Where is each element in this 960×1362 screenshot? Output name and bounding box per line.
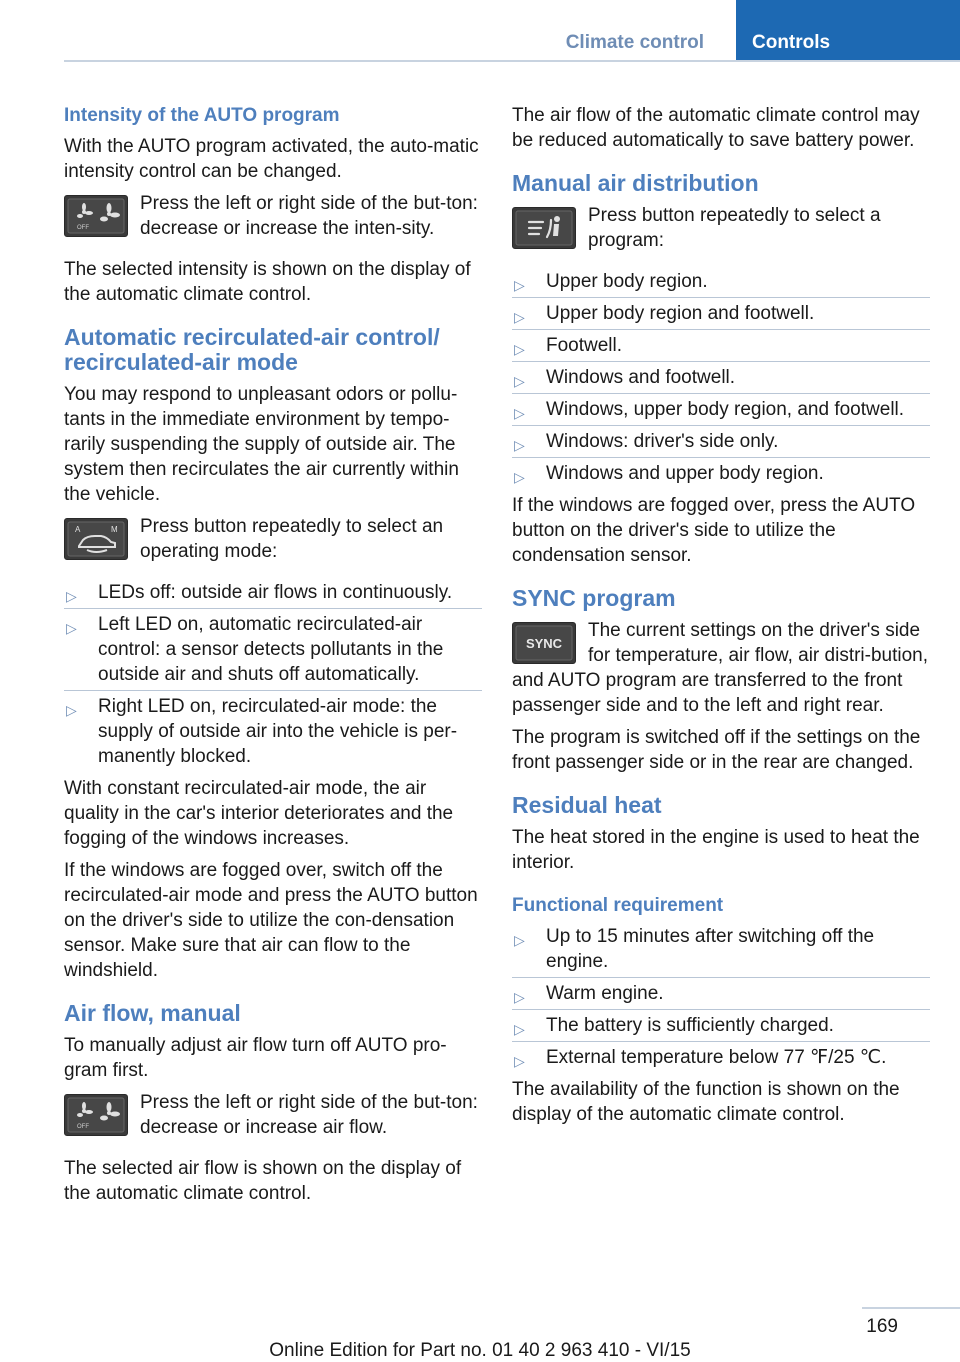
triangle-bullet-icon: ▷	[514, 437, 525, 453]
footer-rule	[862, 1307, 960, 1309]
list-item: ▷ Windows, upper body region, and footwell.	[512, 393, 930, 422]
triangle-bullet-icon: ▷	[514, 1021, 525, 1037]
airflow-button-instruction	[64, 1090, 482, 1140]
left-column	[64, 103, 482, 1213]
triangle-bullet-icon: ▷	[66, 620, 77, 636]
recirc-heading: Automatic recirculated-air control/ recirculated-air mode	[64, 324, 440, 375]
airflow-display-text: The selected air flow is shown on the display of the automatic climate control.	[64, 1158, 462, 1204]
header-chapter-tab: Controls	[736, 0, 960, 60]
sync-note: The program is switched off if the settings on the front passenger side or in the rear are changed.	[512, 727, 921, 773]
list-item: ▷ Right LED on, recirculated-air mode: the supply of outside air into the vehicle is per‐manently blocked.	[64, 690, 482, 769]
residual-heading: Residual heat	[512, 792, 662, 818]
list-item: ▷ The battery is sufficiently charged.	[512, 1009, 930, 1038]
triangle-bullet-icon: ▷	[514, 989, 525, 1005]
recirc-button-text: Press button repeatedly to select an operating mode:	[140, 516, 444, 562]
recirc-button-instruction	[64, 514, 482, 564]
list-item: ▷ External temperature below 77 ℉/25 ℃.	[512, 1041, 930, 1070]
svg-text:OFF: OFF	[77, 1124, 89, 1130]
distribution-button-text: Press button repeatedly to select a program:	[588, 205, 881, 251]
list-item: ▷ Up to 15 minutes after switching off the engine.	[514, 926, 875, 972]
right-column	[512, 103, 930, 1134]
list-item: ▷ Windows and upper body region.	[512, 457, 930, 486]
distribution-button-instruction	[512, 203, 930, 253]
svg-text:M: M	[111, 525, 118, 534]
list-item: ▷ LEDs off: outside air flows in continuously.	[64, 580, 482, 605]
distribution-program-list	[512, 269, 930, 486]
distribution-note: If the windows are fogged over, press the AUTO button on the driver's side to utilize the condensation sensor.	[512, 495, 916, 566]
recirc-mode-list	[64, 580, 482, 769]
sync-button-instruction	[512, 618, 930, 718]
residual-text: The heat stored in the engine is used to heat the interior.	[512, 827, 920, 873]
fan-button-icon	[64, 1094, 128, 1136]
airflow-button-text: Press the left or right side of the but‐ton: decrease or increase air flow.	[140, 1092, 478, 1138]
list-item: ▷ Windows and footwell.	[512, 361, 930, 390]
airflow-heading: Air flow, manual	[64, 1000, 241, 1026]
triangle-bullet-icon: ▷	[66, 588, 77, 604]
list-item: ▷ Upper body region and footwell.	[512, 297, 930, 326]
list-item: ▷ Left LED on, automatic recirculated-air control: a sensor detects pollutants in the outside air and shuts off automatically.	[64, 608, 482, 687]
availability-text: The availability of the function is shown on the display of the automatic climate control.	[512, 1079, 900, 1125]
intensity-button-text: Press the left or right side of the but‐ton: decrease or increase the inten‐sity.	[140, 193, 478, 239]
header-section-title: Climate control	[565, 32, 704, 53]
distribution-heading: Manual air distribution	[512, 170, 759, 196]
list-item: ▷ Upper body region.	[512, 269, 930, 294]
sync-button-label: SYNC	[525, 636, 563, 651]
requirement-heading: Functional requirement	[512, 895, 724, 916]
sync-heading: SYNC program	[512, 585, 676, 611]
sync-button-icon	[512, 622, 576, 664]
list-item: ▷ Warm engine.	[512, 977, 930, 1006]
list-item: ▷ Windows: driver's side only.	[512, 425, 930, 454]
intensity-display-text: The selected intensity is shown on the display of the automatic climate control.	[64, 259, 471, 305]
intensity-button-instruction	[64, 191, 482, 241]
triangle-bullet-icon: ▷	[514, 1053, 525, 1069]
triangle-bullet-icon: ▷	[514, 341, 525, 357]
sync-text: The current settings on the driver's side for temperature, air flow, air distri‐bution, and AUTO program are transferred to the front passenger side and to the left and right rear.	[512, 620, 929, 716]
requirement-list	[512, 924, 930, 1070]
list-item: ▷ Footwell.	[512, 329, 930, 358]
svg-text:A: A	[75, 525, 81, 534]
header-rule	[64, 60, 960, 62]
svg-text:OFF: OFF	[77, 225, 89, 231]
page-number: 169	[866, 1316, 898, 1337]
page-header	[0, 0, 960, 62]
footer-edition: Online Edition for Part no. 01 40 2 963 410 - VI/15	[269, 1340, 691, 1361]
fan-button-icon	[64, 195, 128, 237]
triangle-bullet-icon: ▷	[514, 469, 525, 485]
triangle-bullet-icon: ▷	[514, 932, 525, 948]
triangle-bullet-icon: ▷	[514, 373, 525, 389]
intensity-heading: Intensity of the AUTO program	[64, 105, 340, 126]
recirc-note-2: If the windows are fogged over, switch off the recirculated-air mode and press the AUTO button on the driver's side to utilize the con‐densation sensor. Make sure that air can flow to the windshield.	[64, 860, 478, 981]
recirculation-button-icon	[64, 518, 128, 560]
intensity-text: With the AUTO program activated, the auto‐matic intensity control can be changed.	[64, 136, 479, 182]
airflow-text: To manually adjust air flow turn off AUTO pro‐gram first.	[64, 1035, 447, 1081]
triangle-bullet-icon: ▷	[514, 277, 525, 293]
triangle-bullet-icon: ▷	[514, 309, 525, 325]
triangle-bullet-icon: ▷	[514, 405, 525, 421]
battery-text: The air flow of the automatic climate control may be reduced automatically to save battery power.	[512, 105, 920, 151]
recirc-text: You may respond to unpleasant odors or pollu‐tants in the immediate environment by tempo‐rarily suspending the supply of outside air. The system then recirculates the air currently within the vehicle.	[64, 384, 459, 505]
recirc-note-1: With constant recirculated-air mode, the air quality in the car's interior deteriorates and the fogging of the windows increases.	[64, 778, 454, 849]
air-distribution-button-icon	[512, 207, 576, 249]
triangle-bullet-icon: ▷	[66, 702, 77, 718]
